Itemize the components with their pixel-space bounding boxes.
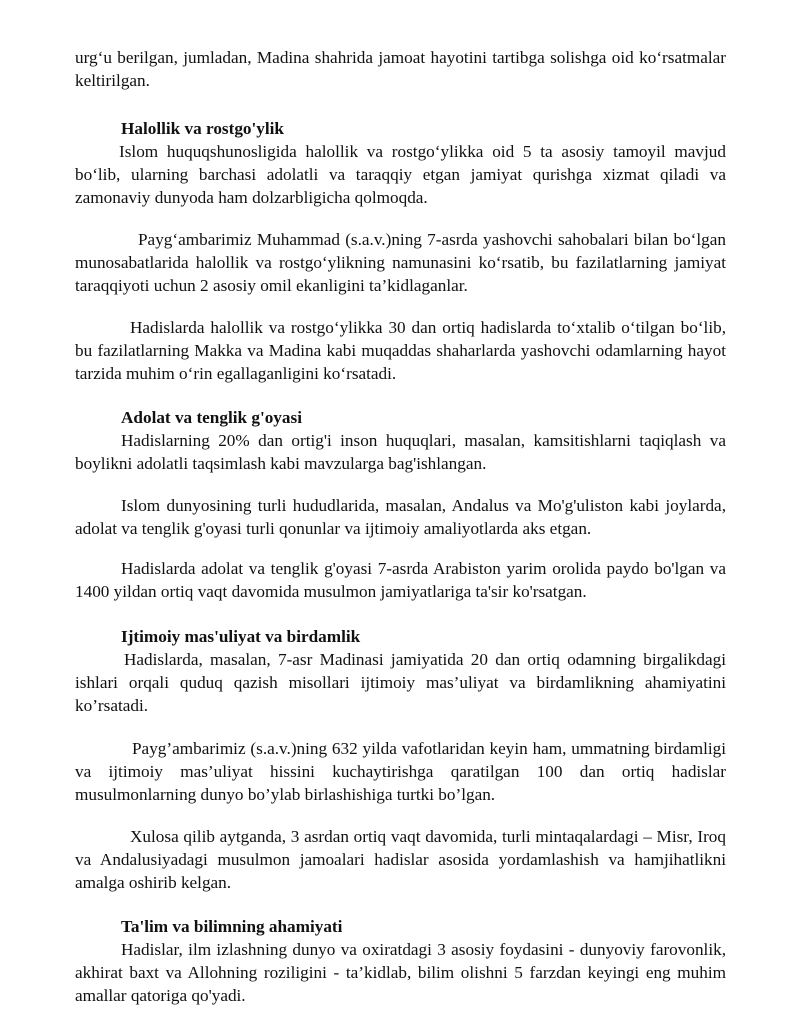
paragraph: Xulosa qilib aytganda, 3 asrdan ortiq vaqt davomida, turli mintaqalardagi – Misr, Iroq va Andalusiyadagi musulmon jamoalari hadislar asosida yordamlashish va hamjihatlikni amalga oshirib kelgan. <box>75 827 726 892</box>
paragraph: Hadislarda halollik va rostgo‘ylikka 30 dan ortiq hadislarda to‘xtalib o‘tilgan bo‘lib, bu fazilatlarning Makka va Madina kabi muqaddas shaharlarda yashovchi odamlarning hayot tarzida muhim o‘rin egallaganligini ko‘rsatadi. <box>75 318 726 383</box>
paragraph-block <box>75 825 726 894</box>
paragraph: Hadislarda adolat va tenglik g'oyasi 7-asrda Arabiston yarim orolida paydo bo'lgan va 1400 yildan ortiq vaqt davomida musulmon jamiyatlariga ta'sir ko'rsatgan. <box>75 559 726 601</box>
section-heading: Ta'lim va bilimning ahamiyati <box>121 917 343 936</box>
paragraph: Payg’ambarimiz (s.a.v.)ning 632 yilda vafotlaridan keyin ham, ummatning birdamligi va ijtimoiy mas’uliyat hissini kuchaytirishga qaratilgan 100 dan ortiq hadislar musulmonlarning dunyo bo’ylab birlashishiga turtki bo’lgan. <box>75 739 726 804</box>
paragraph: Islom dunyosining turli hududlarida, masalan, Andalus va Mo'g'uliston kabi joylarda, adolat va tenglik g'oyasi turli qonunlar va ijtimoiy amaliyotlarda aks etgan. <box>75 496 726 538</box>
section-heading-block <box>75 625 726 648</box>
paragraph: Hadislar, ilm izlashning dunyo va oxiratdagi 3 asosiy foydasini - dunyoviy farovonlik, akhirat baxt va Allohning roziligini - ta’kidlab, bilim olishni 5 farzdan keyingi eng muhim amallar qatoriga qo'yadi. <box>75 940 726 1005</box>
paragraph-block <box>75 938 726 1007</box>
section-heading: Halollik va rostgo'ylik <box>121 119 284 138</box>
section-heading-block <box>75 117 726 140</box>
intro-paragraph: urg‘u berilgan, jumladan, Madina shahrida jamoat hayotini tartibga solishga oid ko‘rsatmalar keltirilgan. <box>75 48 726 90</box>
section-heading: Ijtimoiy mas'uliyat va birdamlik <box>121 627 361 646</box>
paragraph-block <box>75 429 726 475</box>
section-heading: Adolat va tenglik g'oyasi <box>121 408 302 427</box>
paragraph-block <box>75 228 726 297</box>
paragraph-block <box>75 494 726 540</box>
paragraph-block <box>75 316 726 385</box>
section-heading-block <box>75 915 726 938</box>
paragraph: Hadislarning 20% dan ortig'i inson huquqlari, masalan, kamsitishlarni taqiqlash va boylikni adolatli taqsimlash kabi mavzularga bag'ishlangan. <box>75 431 726 473</box>
intro-paragraph-block <box>75 46 726 92</box>
paragraph: Islom huquqshunosligida halollik va rostgo‘ylikka oid 5 ta asosiy tamoyil mavjud bo‘lib, ularning barchasi adolatli va taraqqiy etgan jamiyat qurishga xizmat qiladi va zamonaviy dunyoda ham dolzarbligicha qolmoqda. <box>75 142 726 207</box>
section-heading-block <box>75 406 726 429</box>
paragraph-block <box>75 140 726 209</box>
paragraph-block <box>75 557 726 603</box>
paragraph: Hadislarda, masalan, 7-asr Madinasi jamiyatida 20 dan ortiq odamning birgalikdagi ishlari orqali quduq qazish misollari ijtimoiy mas’uliyat va birdamlikning ahamiyatini ko’rsatadi. <box>75 650 726 715</box>
paragraph-block <box>75 737 726 806</box>
paragraph-block <box>75 648 726 717</box>
paragraph: Payg‘ambarimiz Muhammad (s.a.v.)ning 7-asrda yashovchi sahobalari bilan bo‘lgan munosabatlarida halollik va rostgo‘ylikning namunasini ko‘rsatib, bu fazilatlarning jamiyat taraqqiyoti uchun 2 asosiy omil ekanligini ta’kidlaganlar. <box>75 230 726 295</box>
